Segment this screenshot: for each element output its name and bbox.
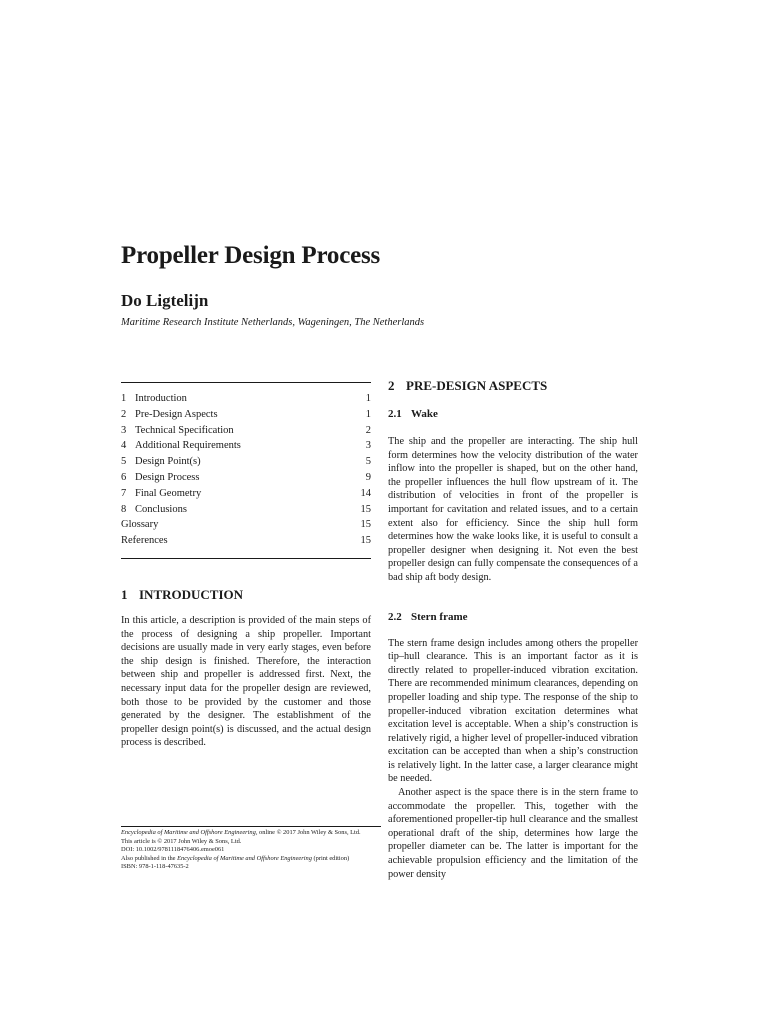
toc-entry[interactable]: 6 Design Process 9 [121, 470, 371, 486]
toc-page-number: 2 [365, 424, 371, 436]
toc-page-number: 9 [365, 471, 371, 483]
toc-entry[interactable]: 5 Design Point(s) 5 [121, 454, 371, 470]
footnote-line: DOI: 10.1002/9781118476406.emoe061 [121, 846, 225, 854]
article-title: Propeller Design Process [121, 242, 381, 269]
section-heading-introduction: 1 INTRODUCTION [121, 586, 244, 602]
subsection-heading-stern-frame: 2.2 Stern frame [388, 610, 468, 623]
toc-page-number: 1 [365, 408, 371, 420]
subsection-heading-wake: 2.1 Wake [388, 408, 438, 420]
toc-entry[interactable]: References 15 [121, 533, 371, 549]
footnote-line: Encyclopedia of Maritime and Offshore Engineering, online © 2017 John Wiley & Sons, Ltd. [121, 829, 361, 836]
stern-frame-paragraph: The stern frame design includes among others the propeller tip–hull clearance. This is an important factor as it is directly related to propeller-induced vibration excitation. There are recommended minimum clearances, depending on propeller loading and ship type. The response of the ship to propeller-induced vibration excitation determines what excitation level is acceptable. When a ship’s construction is relatively rigid, a higher level of propeller-induced vibration excitation can be accepted than when a ship’s construction is relatively light. In the latter case, a larger clearance might be needed. [388, 637, 638, 785]
toc-entry[interactable]: 7 Final Geometry 14 [121, 486, 371, 502]
toc-page-number: 15 [360, 519, 371, 531]
author-affiliation: Maritime Research Institute Netherlands, Wageningen, The Netherlands [121, 317, 425, 328]
footnote-line: ISBN: 978-1-118-47635-2 [121, 863, 189, 871]
author-name: Do Ligtelijn [121, 291, 209, 310]
toc-entry[interactable]: 3 Technical Specification 2 [121, 423, 371, 439]
section-heading-predesign: 2 PRE-DESIGN ASPECTS [388, 378, 548, 393]
footnote-line: Also published in the Encyclopedia of Maritime and Offshore Engineering (print edition) [121, 854, 350, 862]
toc-entry[interactable]: 1 Introduction 1 [121, 391, 371, 407]
right-column [388, 378, 638, 881]
toc-entry[interactable]: 2 Pre-Design Aspects 1 [121, 407, 371, 423]
toc-entry[interactable]: 4 Additional Requirements 3 [121, 438, 371, 454]
toc-page-number: 1 [365, 393, 371, 404]
table-of-contents [121, 382, 371, 559]
toc-page-number: 14 [360, 487, 371, 499]
footnote-line: This article is © 2017 John Wiley & Sons, Ltd. [121, 837, 242, 845]
toc-page-number: 3 [365, 440, 371, 452]
introduction-paragraph: In this article, a description is provided of the main steps of the process of designing a ship propeller. Important decisions are usually made in very early stages, even before the ship design is finished. Therefore, the interaction between ship and propeller is addressed first. Next, the necessary input data for the propeller design are reviewed, both those to be provided by the customer and those generated by the designer. The establishment of the propeller design point(s) is discussed, and the actual design process is described. [121, 614, 371, 749]
stern-frame-paragraph-2: Another aspect is the space there is in the stern frame to accommodate the propeller. This, together with the aforementioned propeller-tip hull clearance and the smallest operational draft of the ship, determines how large the propeller diameter can be. The latter is important for the achievable propulsion efficiency and the limitation of the power density [388, 787, 638, 880]
toc-page-number: 15 [360, 503, 371, 515]
toc-page-number: 5 [365, 456, 371, 468]
wake-paragraph: The ship and the propeller are interacting. The ship hull form determines how the velocity distribution of the water inflow into the propeller is shaped, but on the other hand, the propeller influences the hull flow upstream of it. The distribution of velocities in front of the propeller is important for cavitation and related issues, and to a certain extent also for efficiency. Since the ship hull form determines how the wake looks like, it is useful to consult a propeller designer when designing it. Not even the best propeller design can fully compensate the consequences of a bad ship aft body design. [388, 436, 638, 583]
toc-entry[interactable]: Glossary 15 [121, 517, 371, 533]
toc-entry[interactable]: 8 Conclusions 15 [121, 502, 371, 518]
left-column [121, 382, 371, 750]
toc-page-number: 15 [360, 535, 371, 547]
copyright-footnote [121, 826, 381, 872]
